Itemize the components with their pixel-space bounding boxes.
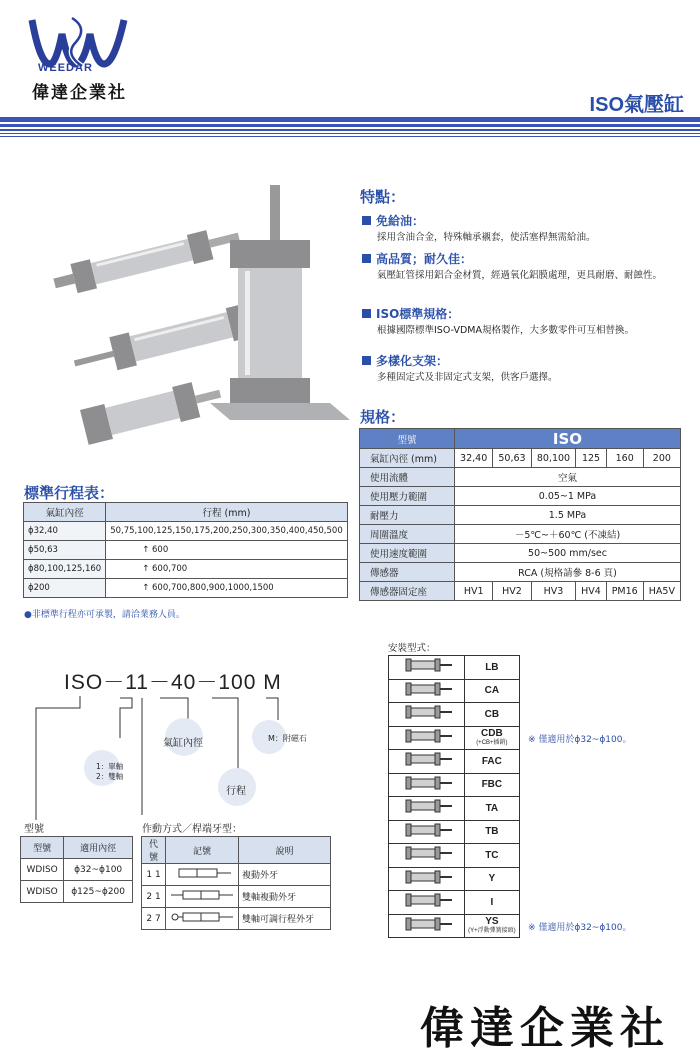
mount-code: TA	[464, 797, 519, 821]
mount-table	[388, 655, 520, 938]
table-row: ϕ80,100,125,160 ↑ 600,700	[24, 560, 348, 579]
product-photo	[30, 185, 390, 455]
header-stripe	[0, 129, 700, 131]
order-code-leaders	[0, 690, 340, 830]
mount-diagram-icon	[389, 914, 465, 938]
mount-code: I	[464, 891, 519, 915]
magnet-label: M：附磁石	[268, 734, 307, 743]
mount-diagram-icon	[389, 891, 465, 915]
table-row: 使用速度範圍 50~500 mm/sec	[360, 544, 681, 563]
feature-desc: 根據國際標準ISO-VDMA規格製作，大多數零件可互相替換。	[377, 325, 634, 336]
bore-label: 氣缸內徑	[163, 738, 203, 749]
table-row: ϕ32,40 50,75,100,125,150,175,200,250,300,350,400,450,500	[24, 522, 348, 541]
symbol-single-acting-icon	[166, 864, 239, 886]
mount-code: CA	[464, 679, 519, 703]
mount-heading: 安裝型式：	[388, 643, 436, 654]
header-stripe	[0, 117, 700, 122]
feature-item	[362, 352, 692, 385]
table-row: 2 1 雙軸複動外牙	[142, 886, 331, 908]
table-row: 傳感器 RCA (規格請參 8-6 頁)	[360, 563, 681, 582]
table-row: ϕ50,63 ↑ 600	[24, 541, 348, 560]
mount-row	[389, 891, 520, 915]
footer-brand: 偉達企業社	[420, 1004, 670, 1053]
table-row: 周圍溫度 －5℃~＋60℃ (不凍結)	[360, 525, 681, 544]
feature-desc: 採用含油合金，特殊軸承襯套，使活塞桿無需給油。	[377, 232, 596, 243]
mount-diagram-icon	[389, 726, 465, 750]
feature-title: 免給油：	[362, 212, 692, 229]
feature-title: ISO標準規格：	[362, 305, 692, 322]
feature-title: 多樣化支架：	[362, 352, 692, 369]
features-heading: 特點：	[360, 188, 406, 206]
header-stripe	[0, 124, 700, 127]
symbol-adjustable-stroke-icon	[166, 908, 239, 930]
mount-row	[389, 867, 520, 891]
spec-col-label: 型號	[360, 429, 455, 449]
feature-desc: 多種固定式及非固定式支架，供客戶選擇。	[377, 372, 558, 383]
mount-code: YS (Y+浮動彈簧接頭)	[464, 914, 519, 938]
logo-cn: 偉達企業社	[32, 83, 127, 102]
mount-diagram-icon	[389, 679, 465, 703]
table-row: 1 1 複動外牙	[142, 864, 331, 886]
stroke-heading: 標準行程表：	[24, 484, 115, 502]
mount-code: FBC	[464, 773, 519, 797]
mount-diagram-icon	[389, 773, 465, 797]
header-stripe	[0, 136, 700, 137]
feature-desc: 氣壓缸管採用鋁合金材質，經過氧化鋁膜處理，更具耐磨、耐蝕性。	[377, 270, 663, 281]
mount-row	[389, 914, 520, 938]
table-row: 耐壓力 1.5 MPa	[360, 506, 681, 525]
spec-table	[359, 428, 681, 601]
table-row: WDISO ϕ32~ϕ100	[21, 859, 133, 881]
mount-code: CB	[464, 703, 519, 727]
mount-code: TC	[464, 844, 519, 868]
mount-code: FAC	[464, 750, 519, 774]
mount-note-ys: ※ 僅適用於ϕ32~ϕ100。	[528, 923, 632, 933]
mount-row	[389, 726, 520, 750]
mount-row	[389, 656, 520, 680]
mount-row	[389, 679, 520, 703]
stroke-note: ●非標準行程亦可承製，請洽業務人員。	[24, 610, 185, 620]
mount-diagram-icon	[389, 820, 465, 844]
action-table: 代號 記號 說明 1 1 複動外牙 2 1 雙軸複動外牙 2 7 雙軸可調行程外牙	[141, 836, 331, 930]
axis-labels: 1：單軸 2：雙軸	[96, 762, 124, 781]
mount-code: CDB (+CB+插銷)	[464, 726, 519, 750]
mount-code: Y	[464, 867, 519, 891]
stroke-table: 氣缸內徑 行程 (mm) ϕ32,40 50,75,100,125,150,175,200,250,300,350,400,450,500 ϕ50,63 ↑ 600 ϕ80,100,125,160 ↑ 600,700 ϕ200 ↑ 600,700,800,900,1000,1500	[23, 502, 348, 598]
mount-row	[389, 703, 520, 727]
mount-diagram-icon	[389, 867, 465, 891]
mount-row	[389, 773, 520, 797]
mount-code: LB	[464, 656, 519, 680]
table-row: 氣缸內徑 (mm) 32,40 50,63 80,100 125 160 200	[360, 449, 681, 468]
mount-note-cdb: ※ 僅適用於ϕ32~ϕ100。	[528, 735, 632, 745]
feature-item	[362, 250, 662, 283]
mount-row	[389, 844, 520, 868]
stroke-label: 行程	[226, 786, 246, 797]
feature-item	[362, 212, 692, 245]
order-code: ISO－11－40－100 M	[64, 671, 282, 694]
mount-diagram-icon	[389, 656, 465, 680]
table-row: 使用流體 空氣	[360, 468, 681, 487]
table-row: 2 7 雙軸可調行程外牙	[142, 908, 331, 930]
mount-diagram-icon	[389, 750, 465, 774]
feature-title: 高品質；耐久佳：	[362, 250, 662, 267]
type-heading: 型號	[24, 824, 44, 835]
table-row: 傳感器固定座 HV1 HV2 HV3 HV4 PM16 HA5V	[360, 582, 681, 601]
mount-diagram-icon	[389, 797, 465, 821]
action-heading: 作動方式／桿端牙型：	[142, 824, 242, 835]
table-row: ϕ200 ↑ 600,700,800,900,1000,1500	[24, 579, 348, 598]
logo-en: WEEDAR	[38, 62, 93, 74]
page-title: ISO氣壓缸	[589, 94, 684, 116]
spec-heading: 規格：	[360, 408, 406, 426]
mount-row	[389, 820, 520, 844]
type-table: 型號 適用內徑 WDISO ϕ32~ϕ100 WDISO ϕ125~ϕ200	[20, 836, 133, 903]
mount-code: TB	[464, 820, 519, 844]
table-row: 使用壓力範圍 0.05~1 MPa	[360, 487, 681, 506]
mount-diagram-icon	[389, 703, 465, 727]
table-row: WDISO ϕ125~ϕ200	[21, 881, 133, 903]
feature-item	[362, 305, 692, 338]
symbol-double-rod-icon	[166, 886, 239, 908]
header-stripe	[0, 133, 700, 134]
mount-row	[389, 797, 520, 821]
mount-row	[389, 750, 520, 774]
spec-col-value: ISO	[455, 429, 681, 449]
mount-diagram-icon	[389, 844, 465, 868]
